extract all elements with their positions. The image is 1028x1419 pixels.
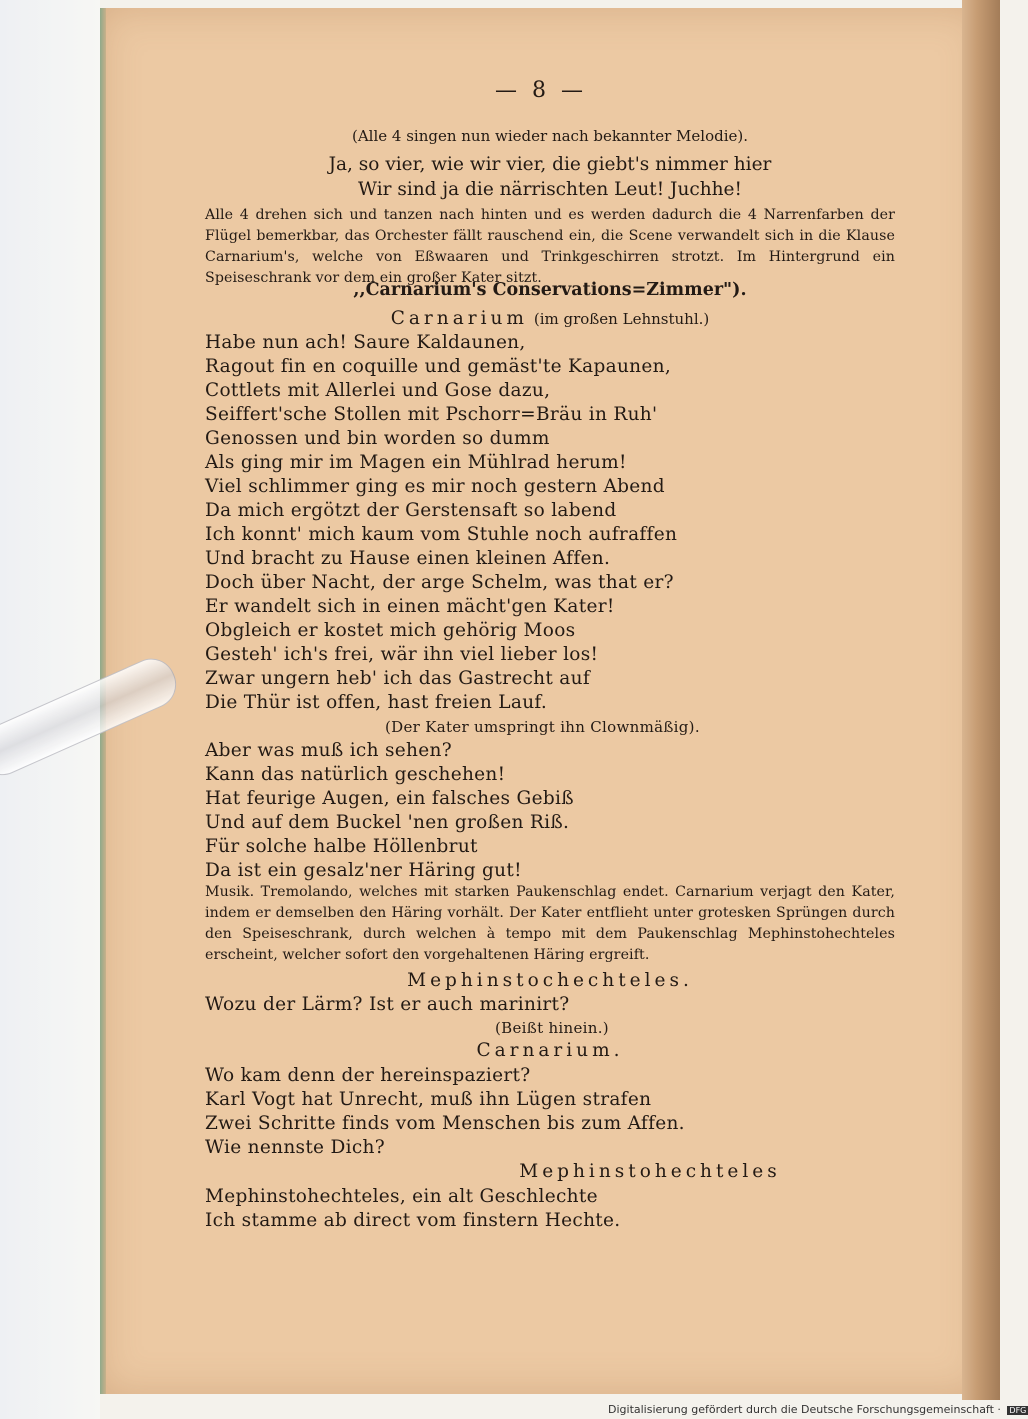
scene-direction: Alle 4 drehen sich und tanzen nach hinten und es werden dadurch die 4 Narrenfarben der Flügel bemerkbar, das Orchester fällt rauschend ein, die Scene verwandelt sich in die Klause Carnarium's, welche von Eßwaaren und Trinkgeschirren strotzt. Im Hintergrund ein Speiseschrank vor dem ein großer Kater sitzt. [205, 207, 895, 286]
dfg-logo: DFG [1009, 1405, 1027, 1415]
verse-line: Viel schlimmer ging es mir noch gestern Abend [205, 476, 665, 497]
speaker-name: Carnarium [390, 308, 528, 329]
speaker-heading: Carnarium. [476, 1040, 624, 1061]
verse-line: Wo kam denn der hereinspaziert? [205, 1065, 531, 1086]
verse-line: Zwar ungern heb' ich das Gastrecht auf [205, 668, 591, 689]
verse-line: Hat feurige Augen, ein falsches Gebiß [205, 788, 574, 809]
verse-line: Doch über Nacht, der arge Schelm, was that er? [205, 572, 674, 593]
page-number: — 8 — [495, 78, 587, 103]
verse-line: Seiffert'sche Stollen mit Pschorr=Bräu in Ruh' [205, 404, 658, 425]
verse-line: Habe nun ach! Saure Kaldaunen, [205, 332, 526, 353]
verse-line: Da ist ein gesalz'ner Häring gut! [205, 860, 522, 881]
song-line: Ja, so vier, wie wir vier, die giebt's nimmer hier [328, 154, 772, 175]
verse-line: Gesteh' ich's frei, wär ihn viel lieber los! [205, 644, 599, 665]
verse-line: Wozu der Lärm? Ist er auch marinirt? [205, 994, 570, 1015]
music-direction: Musik. Tremolando, welches mit starken Paukenschlag endet. Carnarium verjagt den Kater, indem er demselben den Häring vorhält. Der Kater entflieht unter grotesken Sprüngen durch den Speiseschrank, durch welchen à tempo mit dem Paukenschlag Mephinstohechteles erscheint, welcher sofort den vorgehaltenen Häring ergreift. [205, 884, 895, 963]
verse-line: Genossen und bin worden so dumm [205, 428, 550, 449]
verse-line: Und bracht zu Hause einen kleinen Affen. [205, 548, 611, 569]
footer-credit [608, 1403, 1028, 1416]
verse-line: Ich stamme ab direct vom finstern Hechte. [205, 1210, 621, 1231]
verse-line: Für solche halbe Höllenbrut [205, 836, 478, 857]
verse-line: Die Thür ist offen, hast freien Lauf. [205, 692, 548, 713]
verse-line: Da mich ergötzt der Gerstensaft so labend [205, 500, 617, 521]
verse-line: Als ging mir im Magen ein Mühlrad herum! [205, 452, 627, 473]
verse-line: Cottlets mit Allerlei und Gose dazu, [205, 380, 551, 401]
footer-text: Digitalisierung gefördert durch die Deutsche Forschungsgemeinschaft · [608, 1403, 1001, 1416]
verse-line: Kann das natürlich geschehen! [205, 764, 506, 785]
speaker-heading: Mephinstochechteles. [407, 970, 693, 991]
verse-line: Mephinstohechteles, ein alt Geschlechte [205, 1186, 598, 1207]
speaker-heading: Mephinstohechteles [519, 1161, 781, 1182]
verse-line: Obgleich er kostet mich gehörig Moos [205, 620, 576, 641]
verse-line: Er wandelt sich in einen mächt'gen Kater! [205, 596, 615, 617]
intro-direction: (Alle 4 singen nun wieder nach bekannter Melodie). [351, 127, 749, 145]
page-right-edge [962, 0, 1000, 1400]
verse-line: Ragout fin en coquille und gemäst'te Kapaunen, [205, 356, 672, 377]
speaker-heading [205, 308, 895, 329]
stage-direction: (Der Kater umspringt ihn Clownmäßig). [385, 718, 700, 736]
verse-line: Und auf dem Buckel 'nen großen Riß. [205, 812, 570, 833]
stage-direction: (Beißt hinein.) [495, 1019, 609, 1037]
scene-title: ,,Carnarium's Conservations=Zimmer"). [353, 280, 747, 300]
song-line: Wir sind ja die närrischten Leut! Juchhe! [358, 179, 742, 200]
verse-line: Zwei Schritte finds vom Menschen bis zum Affen. [205, 1113, 685, 1134]
verse-line: Karl Vogt hat Unrecht, muß ihn Lügen strafen [205, 1089, 652, 1110]
verse-line: Aber was muß ich sehen? [205, 740, 452, 761]
verse-line: Ich konnt' mich kaum vom Stuhle noch aufraffen [205, 524, 678, 545]
speaker-note: (im großen Lehnstuhl.) [533, 310, 710, 328]
verse-line: Wie nennste Dich? [205, 1137, 385, 1158]
